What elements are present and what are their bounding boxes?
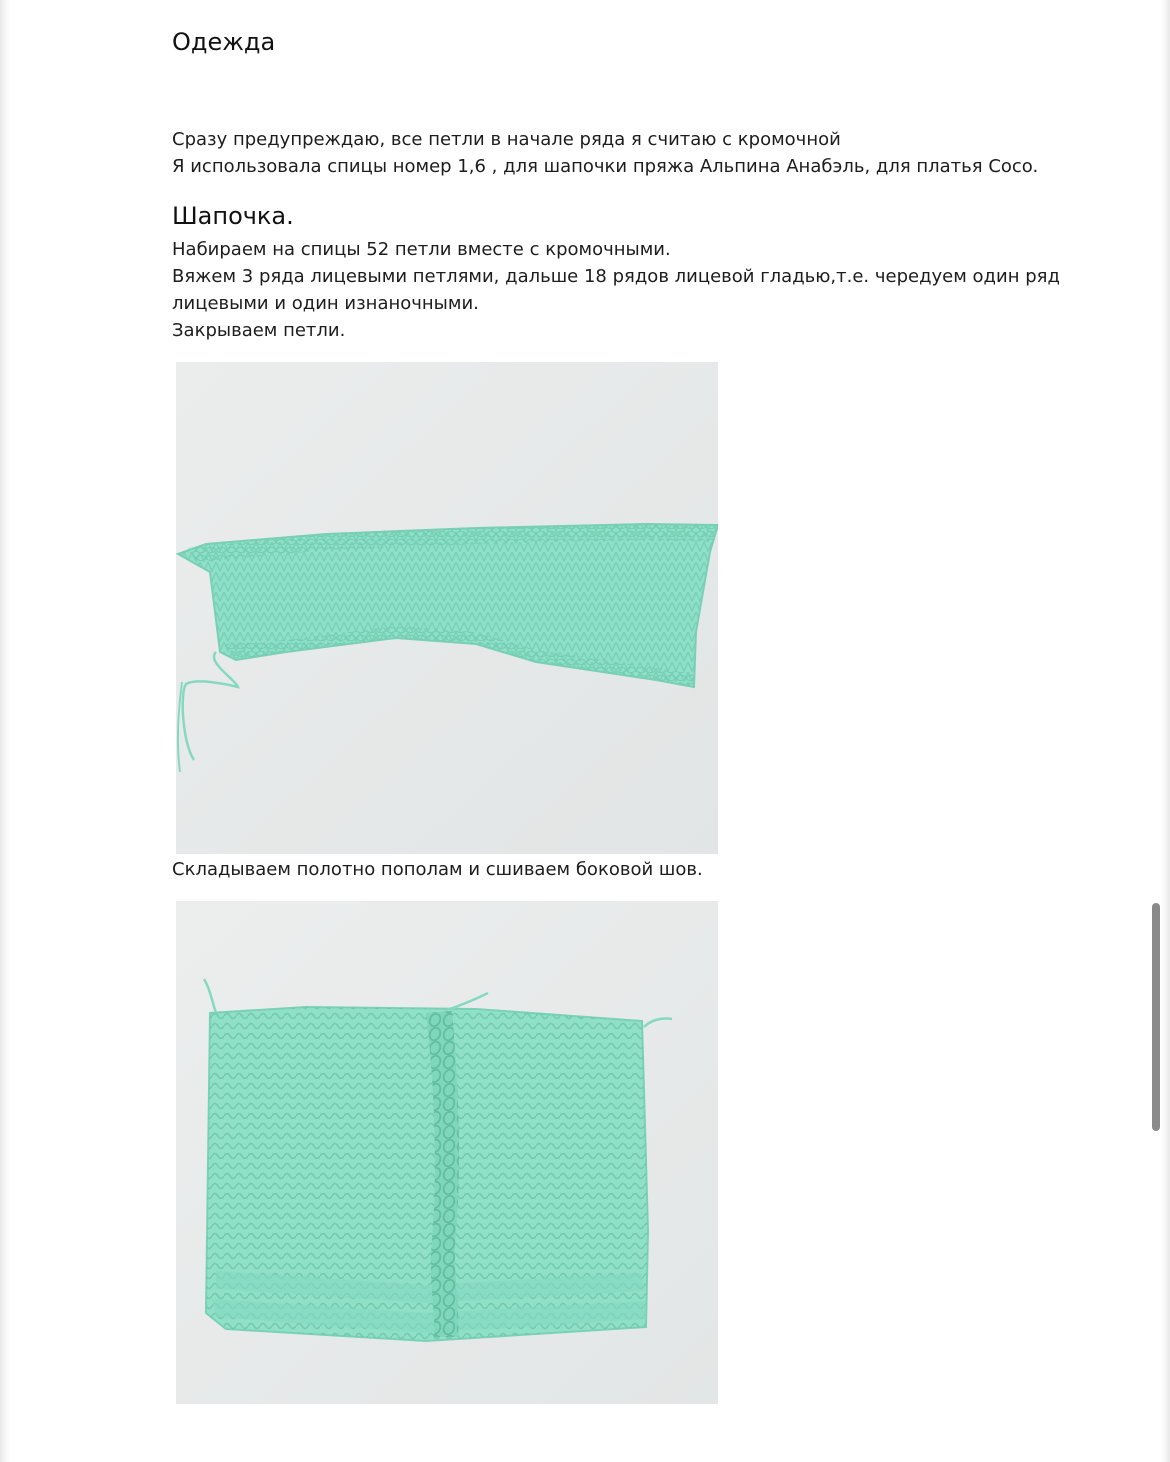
page-right-edge	[1160, 0, 1170, 1462]
hat-step-1: Набираем на спицы 52 петли вместе с кромочными.	[172, 239, 671, 260]
hat-step-3: Закрываем петли.	[172, 320, 346, 341]
sewn-hat-photo	[176, 901, 718, 1404]
hat-step-2-line-2: лицевыми и один изнаночными.	[172, 293, 479, 314]
section-title: Одежда	[172, 28, 276, 56]
knitted-strip-photo	[176, 362, 718, 854]
vertical-scrollbar[interactable]	[1152, 903, 1160, 1131]
hat-title: Шапочка.	[172, 202, 294, 230]
hat-caption: Складываем полотно пополам и сшиваем боковой шов.	[172, 859, 703, 880]
hat-step-2-line-1: Вяжем 3 ряда лицевыми петлями, дальше 18 рядов лицевой гладью,т.е. чередуем один ряд	[172, 266, 1060, 287]
intro-line-1: Сразу предупреждаю, все петли в начале ряда я считаю с кромочной	[172, 129, 841, 150]
intro-line-2: Я использовала спицы номер 1,6 , для шапочки пряжа Альпина Анабэль, для платья Coco.	[172, 156, 1039, 177]
page-left-edge	[0, 0, 10, 1462]
